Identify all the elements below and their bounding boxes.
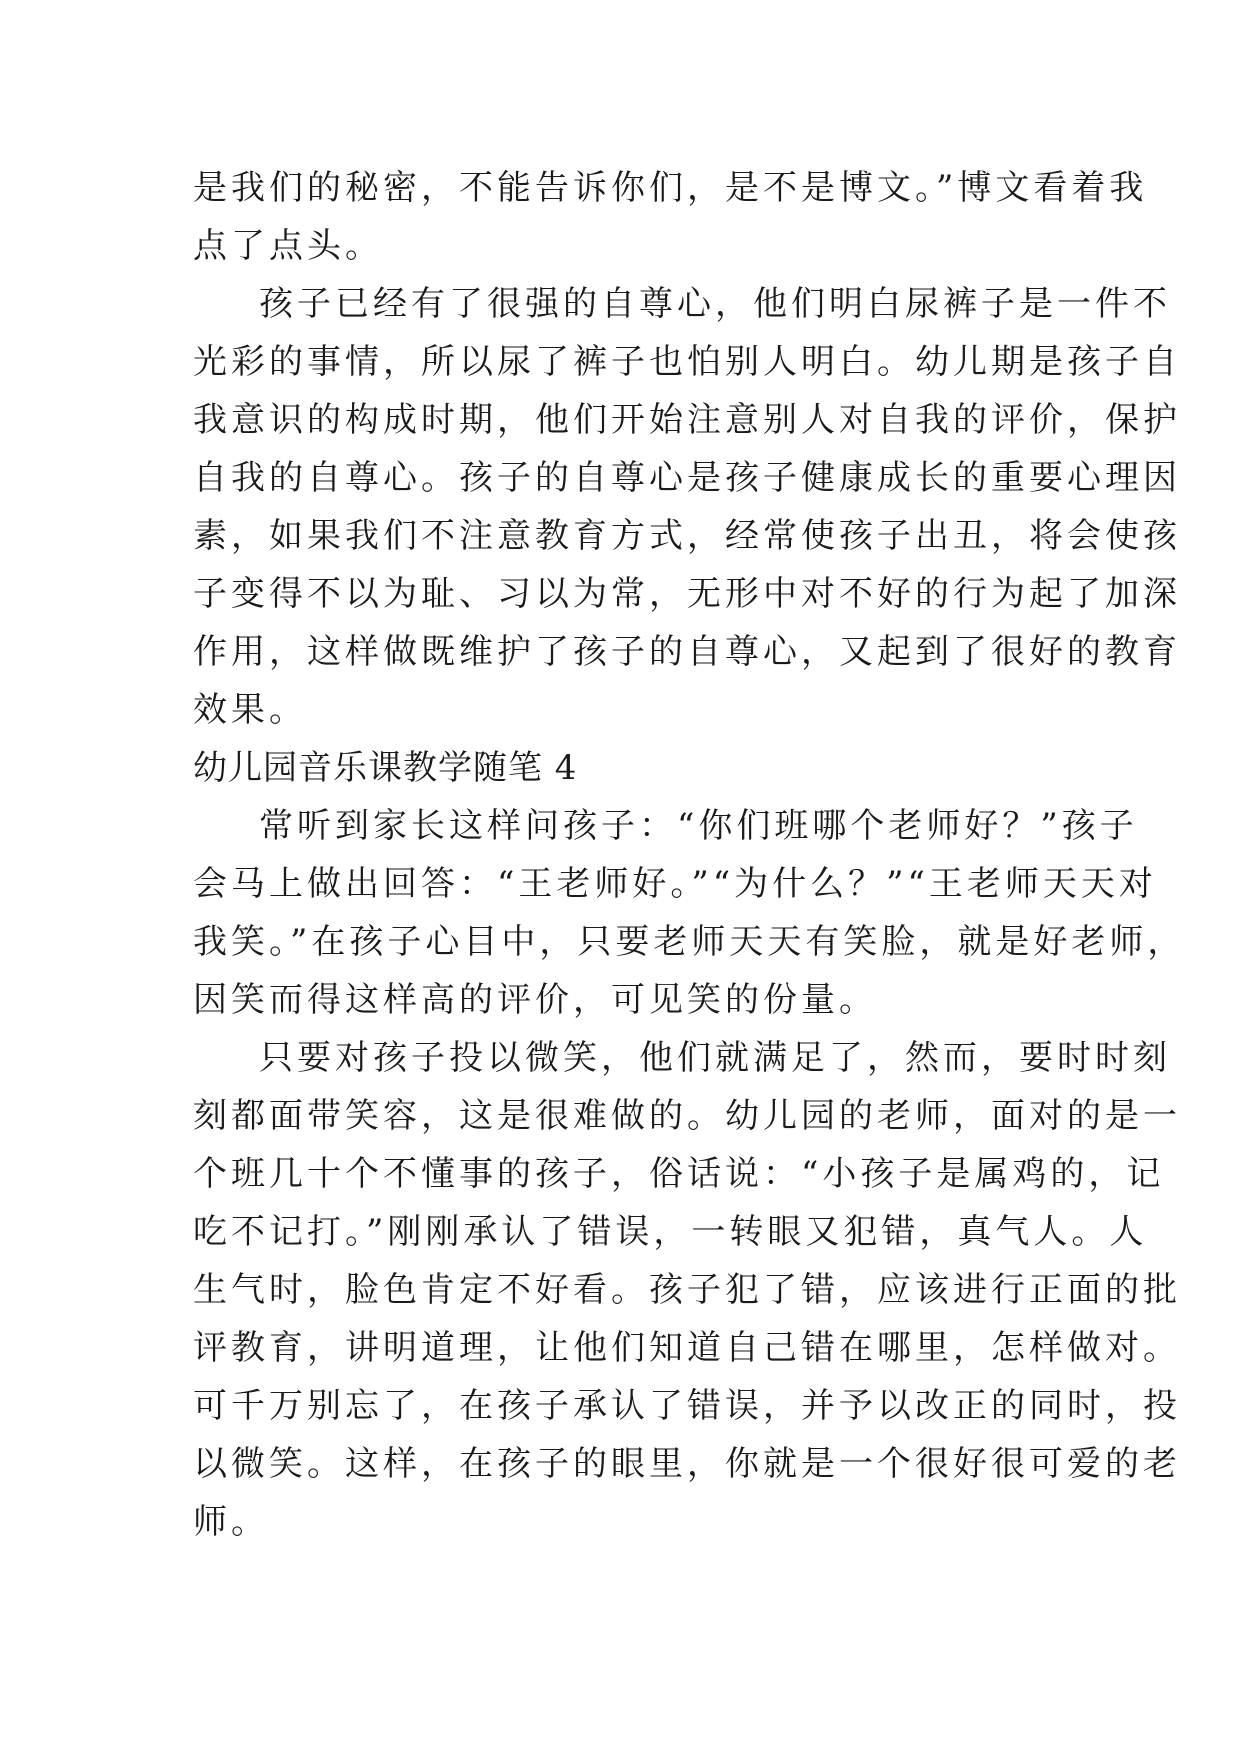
text-line: 个班几十个不懂事的孩子，俗话说：“小孩子是属鸡的，记 bbox=[193, 1154, 1165, 1194]
text-line: 以微笑。这样，在孩子的眼里，你就是一个很好很可爱的老 bbox=[193, 1444, 1181, 1484]
text-line: 可千万别忘了，在孩子承认了错误，并予以改正的同时，投 bbox=[193, 1386, 1181, 1426]
text-line: 吃不记打。”刚刚承认了错误，一转眼又犯错，真气人。人 bbox=[193, 1212, 1148, 1252]
text-line: 是我们的秘密，不能告诉你们，是不是博文。”博文看着我 bbox=[193, 168, 1148, 208]
text-line: 效果。 bbox=[193, 690, 307, 730]
paragraph-start: 孩子已经有了很强的自尊心，他们明白尿裤子是一件不 bbox=[259, 284, 1171, 324]
text-line: 评教育，讲明道理，让他们知道自己错在哪里，怎样做对。 bbox=[193, 1328, 1181, 1368]
text-line: 光彩的事情，所以尿了裤子也怕别人明白。幼儿期是孩子自 bbox=[193, 342, 1181, 382]
text-line: 点了点头。 bbox=[193, 226, 383, 266]
text-line: 子变得不以为耻、习以为常，无形中对不好的行为起了加深 bbox=[193, 574, 1181, 614]
text-line: 我笑。”在孩子心目中，只要老师天天有笑脸，就是好老师， bbox=[193, 922, 1186, 962]
paragraph-start: 只要对孩子投以微笑，他们就满足了，然而，要时时刻 bbox=[259, 1038, 1171, 1078]
text-line: 素，如果我们不注意教育方式，经常使孩子出丑，将会使孩 bbox=[193, 516, 1181, 556]
text-line: 我意识的构成时期，他们开始注意别人对自我的评价，保护 bbox=[193, 400, 1181, 440]
text-line: 生气时，脸色肯定不好看。孩子犯了错，应该进行正面的批 bbox=[193, 1270, 1181, 1310]
text-line: 自我的自尊心。孩子的自尊心是孩子健康成长的重要心理因 bbox=[193, 458, 1181, 498]
text-line: 会马上做出回答：“王老师好。”“为什么？”“王老师天天对 bbox=[193, 864, 1157, 904]
text-line: 师。 bbox=[193, 1502, 269, 1542]
text-line: 刻都面带笑容，这是很难做的。幼儿园的老师，面对的是一 bbox=[193, 1096, 1181, 1136]
text-line: 作用，这样做既维护了孩子的自尊心，又起到了很好的教育 bbox=[193, 632, 1181, 672]
section-heading: 幼儿园音乐课教学随笔 4 bbox=[193, 748, 578, 788]
paragraph-start: 常听到家长这样问孩子：“你们班哪个老师好？”孩子 bbox=[259, 806, 1138, 846]
text-line: 因笑而得这样高的评价，可见笑的份量。 bbox=[193, 980, 877, 1020]
